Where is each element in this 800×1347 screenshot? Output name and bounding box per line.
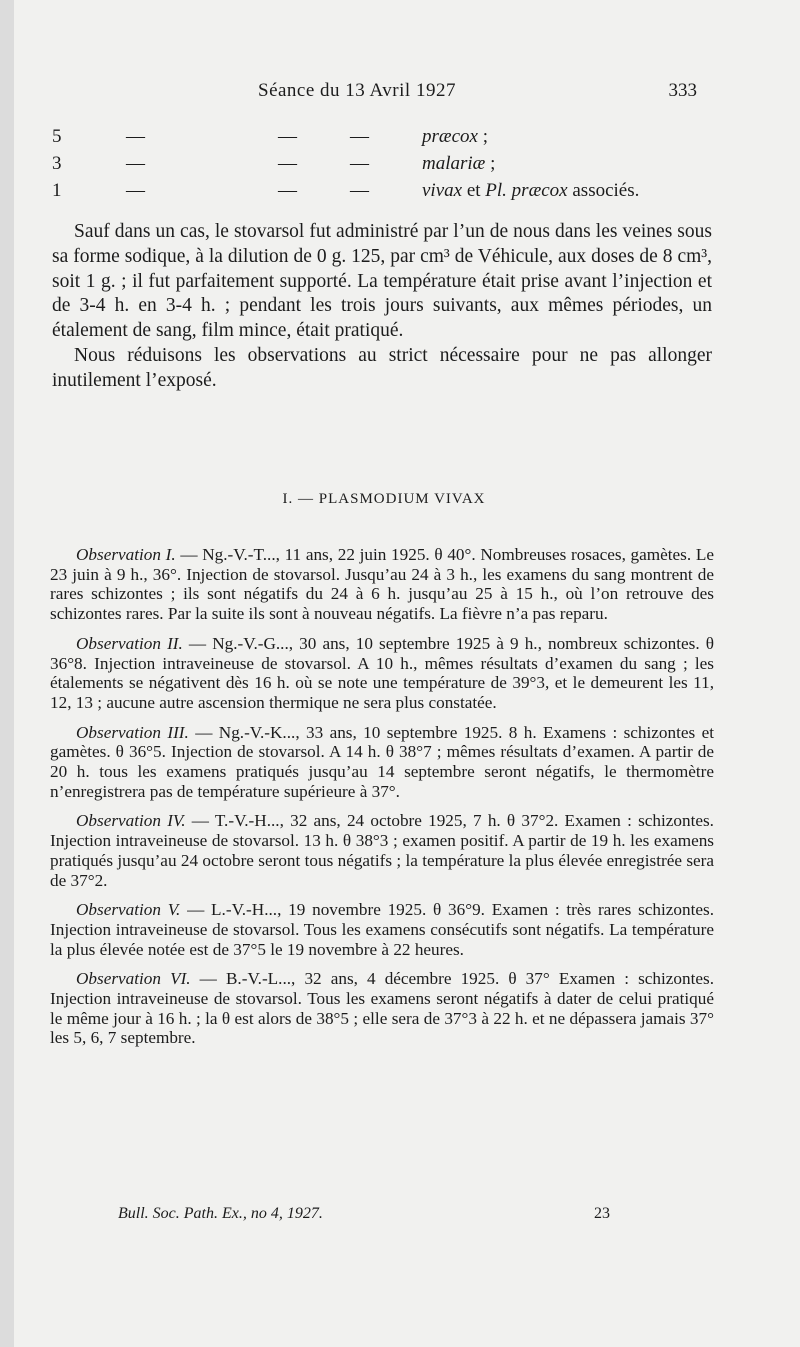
- ditto-dash: —: [126, 153, 145, 174]
- observation-title: Observation II.: [76, 633, 183, 653]
- page-header: [14, 80, 800, 110]
- observation-text: — B.-V.-L..., 32 ans, 4 décembre 1925. θ 37° Examen : schizontes. Injection intraveineuse de stovarsol. Tous les examens seront négatifs à dater de celui pratiqué le même jour à 16 h. ; la θ est alors de 38°5 ; elle sera de 37°3 à 22 h. et ne dépassera jamais 37° les 5, 6, 7 septembre.: [50, 969, 714, 1048]
- ditto-dash: —: [126, 126, 145, 147]
- observation-paragraph: [50, 723, 714, 802]
- running-title: Séance du 13 Avril 1927: [258, 80, 456, 101]
- list-item: [52, 153, 712, 180]
- list-item: [52, 180, 712, 207]
- intro-text: [52, 220, 712, 394]
- list-count: 3: [52, 153, 62, 174]
- ditto-dash: —: [350, 153, 369, 174]
- list-item: [52, 126, 712, 153]
- ditto-dash: —: [278, 126, 297, 147]
- observation-text: — L.-V.-H..., 19 novembre 1925. θ 36°9. Examen : très rares schizontes. Injection intraveineuse de stovarsol. Tous les examens consécutifs sont négatifs. La température la plus élevée notée est de 37°5 le 19 novembre à 22 heures.: [50, 900, 714, 959]
- observation-paragraph: [50, 969, 714, 1048]
- journal-citation: Bull. Soc. Path. Ex., no 4, 1927.: [118, 1205, 323, 1222]
- intro-paragraph: Nous réduisons les observations au strict nécessaire pour ne pas allonger inutilement l’exposé.: [52, 344, 712, 391]
- observation-paragraph: [50, 545, 714, 624]
- page-number: 333: [668, 80, 697, 101]
- observation-paragraph: [50, 634, 714, 713]
- list-term: malariæ ;: [422, 153, 496, 174]
- intro-paragraph: Sauf dans un cas, le stovarsol fut administré par l’un de nous dans les veines sous sa forme sodique, à la dilution de 0 g. 125, par cm³ de Véhicule, aux doses de 8 cm³, soit 1 g. ; il fut parfaitement supporté. La température était prise avant l’injection et de 3-4 h. en 3-4 h. ; pendant les trois jours suivants, aux mêmes périodes, un étalement de sang, film mince, était pratiqué.: [52, 221, 712, 342]
- observation-text: — Ng.-V.-T..., 11 ans, 22 juin 1925. θ 40°. Nombreuses rosaces, gamètes. Le 23 juin à 9 h., 36°. Injection de stovarsol. Jusqu’au 24 à 3 h., les examens du sang montrent de rares schizontes ; ils sont négatifs du 24 à 6 h. jusqu’au 25 à 15 h., où l’on retrouve des schizontes rares. Par la suite ils sont à nouveau négatifs. La fièvre n’a pas reparu.: [50, 545, 714, 624]
- observation-title: Observation VI.: [76, 969, 191, 989]
- observation-title: Observation IV.: [76, 811, 186, 831]
- ditto-dash: —: [350, 126, 369, 147]
- ditto-dash: —: [278, 180, 297, 201]
- list-count: 5: [52, 126, 62, 147]
- observations: [50, 545, 714, 1058]
- ditto-dash: —: [278, 153, 297, 174]
- list-term: præcox ;: [422, 126, 488, 147]
- list-count: 1: [52, 180, 62, 201]
- ditto-dash: —: [126, 180, 145, 201]
- observation-paragraph: [50, 811, 714, 890]
- observation-title: Observation III.: [76, 722, 189, 742]
- ditto-dash: —: [350, 180, 369, 201]
- observation-text: — Ng.-V.-G..., 30 ans, 10 septembre 1925 à 9 h., nombreux schizontes. θ 36°8. Injection intraveineuse de stovarsol. A 10 h., mêmes résultats d’examen du sang ; les étalements se négativent dès 16 h. où se note une température de 39°3, et le demeurent les 11, 12, 13 ; aucune autre ascension thermique ne sera plus constatée.: [50, 633, 715, 712]
- observation-text: — T.-V.-H..., 32 ans, 24 octobre 1925, 7 h. θ 37°2. Examen : schizontes. Injection intraveineuse de stovarsol. 13 h. θ 38°3 ; examen positif. A partir de 19 h. les examens pratiqués jusqu’au 24 octobre seront tous négatifs ; la température la plus élevée enregistrée sera de 37°2.: [50, 811, 714, 890]
- species-list: [52, 126, 712, 207]
- observation-text: — Ng.-V.-K..., 33 ans, 10 septembre 1925. 8 h. Examens : schizontes et gamètes. θ 36°5. Injection de stovarsol. A 14 h. θ 38°7 ; mêmes résultats d’examen. A partir de 20 h. tous les examens pratiqués jusqu’au 14 septembre seront négatifs, le thermomètre n’enregistrera pas de température supérieure à 37°.: [50, 722, 714, 801]
- document-page: [14, 0, 800, 1347]
- observation-title: Observation I.: [76, 545, 176, 564]
- observation-title: Observation V.: [76, 900, 181, 920]
- list-term: vivax et Pl. præcox associés.: [422, 180, 640, 201]
- section-title: I. — PLASMODIUM VIVAX: [282, 491, 486, 507]
- observation-paragraph: [50, 900, 714, 959]
- signature-mark: 23: [594, 1205, 610, 1222]
